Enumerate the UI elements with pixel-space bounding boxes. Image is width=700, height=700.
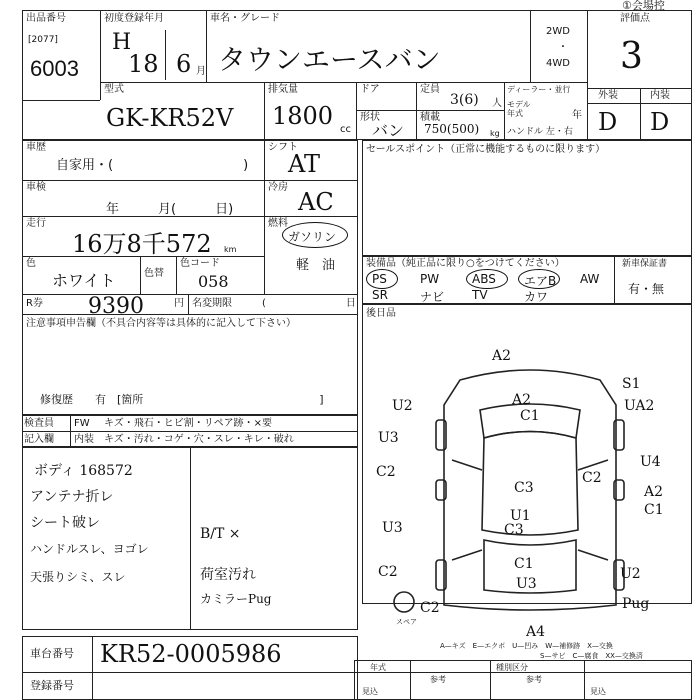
bottom-b: 種別区分	[496, 663, 528, 672]
lot-number: 6003	[30, 56, 79, 81]
owner-label: 名変期限	[192, 298, 232, 309]
equipment-item: SR	[372, 288, 388, 302]
damage-mark: C3	[514, 480, 534, 496]
recycle-label: R券	[26, 298, 43, 309]
model-name: タウンエースバン	[218, 43, 441, 76]
capacity-label: 定員	[420, 84, 440, 95]
damage-mark: U1	[510, 508, 531, 524]
note-7: カミラーPug	[200, 592, 272, 606]
interior-label: 内装	[74, 434, 94, 445]
damage-mark: S1	[622, 376, 641, 392]
capacity-value: 3(6)	[450, 92, 479, 108]
drive-dot: ・	[558, 42, 568, 53]
inspector-row-1: キズ・飛石・ヒビ割・リペア跡・×要	[104, 418, 272, 429]
note-0: ボディ 168572	[34, 463, 133, 479]
note-4: 天張りシミ、スレ	[30, 570, 126, 584]
equipment-circle	[466, 269, 508, 289]
note-5: B/T ×	[200, 526, 241, 542]
damage-mark: A4	[526, 624, 546, 640]
inspection-label: 車検	[26, 182, 46, 193]
shift-label: シフト	[268, 142, 298, 153]
first-reg-label: 初度登録年月	[104, 13, 164, 24]
fuel-gas: ガソリン	[288, 230, 337, 244]
ext-grade: D	[598, 108, 618, 136]
displacement-value: 1800	[272, 102, 334, 130]
drive-4wd: 4WD	[546, 58, 570, 69]
equipment-circle	[518, 269, 560, 289]
load-value: 750(500)	[424, 122, 480, 136]
vehicle-label: 車歴	[26, 142, 46, 153]
equipment-label: 装備品（純正品に限り○をつけてください）	[366, 258, 565, 269]
load-unit: kg	[490, 129, 500, 138]
note-2: シート破レ	[30, 515, 100, 531]
legend-line-1: A—キズ E—エクボ U—凹み W—補修跡 X—交換	[440, 642, 613, 650]
color-code-value: 058	[198, 272, 229, 291]
reg-month: 6	[176, 50, 192, 78]
reg-year: 18	[128, 50, 159, 78]
damage-mark: U4	[640, 454, 661, 470]
notes-label: 注意事項申告欄（不具合内容等は具体的に記入して下さい）	[26, 318, 296, 329]
color-code-label: 色コード	[180, 258, 220, 269]
note-6: 荷室汚れ	[200, 567, 256, 583]
shift-value: AT	[288, 150, 321, 178]
damage-mark: U2	[392, 398, 413, 414]
fuel-label: 燃料	[268, 218, 288, 229]
year-unit: 年	[572, 110, 582, 121]
fuel-diesel: 軽 油	[296, 258, 336, 273]
damage-mark: UA2	[624, 398, 655, 414]
lot-label: 出品番号	[26, 13, 66, 24]
ac-value: AC	[298, 188, 334, 216]
equipment-circle	[366, 269, 398, 289]
repair-label: 修復歴 有 [箇所 ]	[40, 393, 324, 406]
reg-era: H	[112, 30, 132, 55]
color-no-label: 色替	[144, 268, 164, 279]
load-label: 積載	[420, 112, 440, 123]
ac-label: 冷房	[268, 182, 288, 193]
damage-mark: Pug	[622, 596, 650, 612]
type-label: 型式	[104, 84, 124, 95]
mileage-label: 走行	[26, 218, 46, 229]
lot-sub: [2077]	[28, 35, 58, 45]
color-value: ホワイト	[52, 271, 116, 290]
sales-label: セールスポイント（正常に機能するものに限ります）	[366, 144, 606, 155]
bottom-a: 年式	[370, 663, 386, 672]
new-car-label: 新車保証書	[622, 259, 668, 269]
equipment-item: ナビ	[420, 290, 445, 304]
int-grade: D	[650, 108, 670, 136]
equipment-item: PS	[372, 272, 387, 286]
color-label: 色	[26, 258, 36, 269]
model-year-label: モデル年式	[507, 100, 531, 118]
damage-mark: C2	[378, 564, 398, 580]
damage-mark: A2	[644, 484, 664, 500]
chassis-value: KR52-0005986	[100, 640, 282, 668]
capacity-unit: 人	[492, 98, 502, 109]
recycle-unit: 円	[174, 298, 184, 309]
shape-label: 形状	[360, 112, 380, 123]
owner-value: ( 日	[262, 298, 356, 309]
chassis-label: 車台番号	[30, 647, 74, 660]
handle-label: ハンドル 左・右	[507, 127, 573, 137]
sales-frame	[362, 140, 692, 256]
score-value: 3	[620, 36, 643, 77]
damage-mark: C1	[514, 556, 534, 572]
model-label: 車名・グレード	[210, 13, 280, 24]
door-label: ドア	[360, 84, 380, 95]
displacement-unit: cc	[340, 124, 351, 135]
reg-month-unit: 月	[196, 66, 206, 77]
note-3: ハンドルスレ、ヨゴレ	[30, 542, 149, 556]
spare-label: スペア	[396, 618, 417, 626]
displacement-label: 排気量	[268, 84, 298, 95]
after-frame	[362, 304, 692, 604]
after-label: 後日品	[366, 308, 396, 319]
damage-mark: U2	[620, 566, 641, 582]
mileage-value: 16万8千572	[72, 230, 212, 258]
new-car-value: 有・無	[628, 282, 665, 296]
equipment-item: エアB	[524, 274, 557, 288]
top-right-stamp: ①会場控	[622, 0, 665, 12]
damage-mark: C1	[520, 408, 540, 424]
drive-2wd: 2WD	[546, 26, 570, 37]
score-label: 評価点	[620, 13, 650, 24]
shape-value: バン	[372, 121, 405, 140]
equipment-item: AW	[580, 272, 600, 286]
equipment-item: PW	[420, 272, 440, 286]
damage-mark: C2	[582, 470, 602, 486]
note-1: アンテナ折レ	[30, 489, 114, 505]
registration-label: 登録番号	[30, 679, 74, 692]
inspection-value: 年 月( 日)	[106, 202, 234, 217]
legend-line-2: S—サビ C—腐食 XX—交換済	[540, 652, 643, 660]
mileage-unit: km	[224, 245, 237, 254]
equipment-item: TV	[472, 288, 488, 302]
inspector-label-1: 検査員	[24, 418, 54, 429]
bottom-e: 見込	[362, 687, 378, 696]
int-label: 内装	[650, 90, 670, 101]
bottom-c: 参考	[430, 675, 446, 684]
recycle-value: 9390	[88, 294, 144, 319]
vehicle-value: 自家用・( )	[56, 158, 249, 173]
damage-mark: A2	[512, 392, 532, 408]
damage-mark: U3	[378, 430, 399, 446]
fw-label: FW	[74, 418, 90, 429]
damage-mark: C1	[644, 502, 664, 518]
dealer-label: ディーラー・並行	[507, 85, 571, 94]
damage-mark: U3	[516, 576, 537, 592]
damage-mark: U3	[382, 520, 403, 536]
equipment-item: ABS	[472, 272, 496, 286]
inspector-row-2: キズ・汚れ・コゲ・穴・スレ・キレ・破れ	[104, 434, 294, 445]
damage-mark: C2	[376, 464, 396, 480]
bottom-d: 参考	[526, 675, 542, 684]
inspector-label-2: 記入欄	[24, 434, 54, 445]
type-value: GK-KR52V	[106, 104, 234, 132]
ext-label: 外装	[598, 90, 618, 101]
fuel-gas-circle	[282, 222, 348, 248]
damage-mark: C3	[504, 522, 524, 538]
damage-mark: A2	[492, 348, 512, 364]
damage-mark: C2	[420, 600, 440, 616]
bottom-f: 見込	[590, 687, 606, 696]
equipment-item: カワ	[524, 290, 549, 304]
